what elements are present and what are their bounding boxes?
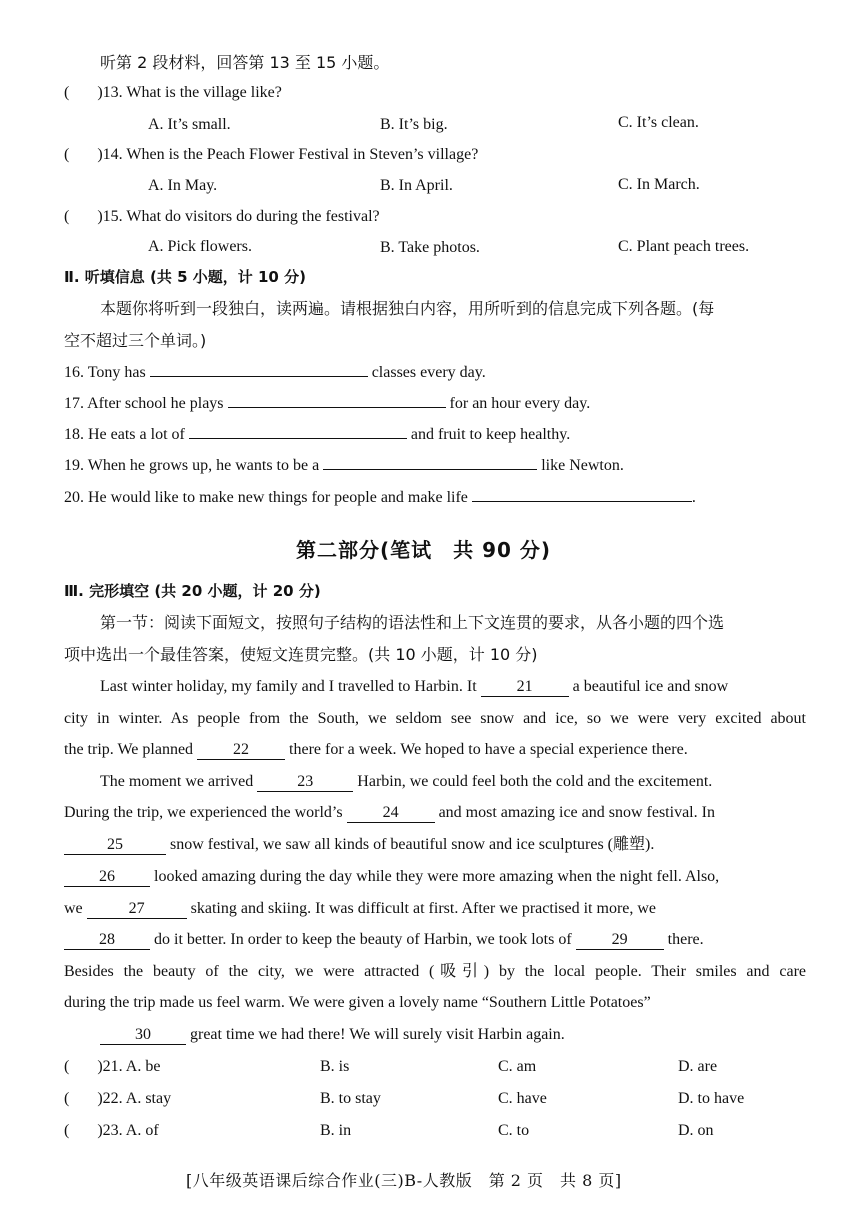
section-instructions-cont: 项中选出一个最佳答案，使短文连贯完整。(共 10 小题，计 10 分) <box>64 645 538 664</box>
cloze-blank-22[interactable]: 22 <box>197 741 285 760</box>
passage-line <box>64 898 656 920</box>
option-c[interactable]: C. to <box>498 1122 530 1139</box>
question-stem: 13. What is the village like? <box>102 84 282 101</box>
option-a[interactable]: )23. A. of <box>97 1122 159 1139</box>
option-d[interactable]: D. to have <box>678 1090 745 1107</box>
option-b[interactable]: B. In April. <box>380 177 453 194</box>
answer-paren[interactable]: ( ) <box>64 146 103 163</box>
fill-blank[interactable] <box>150 376 368 377</box>
option-a[interactable]: A. Pick flowers. <box>148 238 252 255</box>
option-c[interactable]: C. In March. <box>618 176 700 193</box>
fill-blank[interactable] <box>189 438 407 439</box>
cloze-blank-24[interactable]: 24 <box>347 804 435 823</box>
answer-paren[interactable]: ( <box>64 1122 98 1139</box>
passage-line <box>64 866 719 888</box>
section-instructions-cont: 空不超过三个单词。) <box>64 331 207 350</box>
question-stem: 14. When is the Peach Flower Festival in Steven’s village? <box>102 146 479 163</box>
passage-text: and most amazing ice and snow festival. In <box>438 804 715 821</box>
passage-line <box>64 739 688 761</box>
cloze-blank-23[interactable]: 23 <box>257 773 353 792</box>
question-row <box>64 144 478 166</box>
passage-line: Besides the beauty of the city, we were attracted (吸引) by the local people. Their smiles and care <box>64 963 806 980</box>
passage-line <box>64 802 715 824</box>
passage-text: During the trip, we experienced the world’s <box>64 804 343 821</box>
cloze-blank-25[interactable]: 25 <box>64 836 166 855</box>
fill-blank[interactable] <box>228 407 446 408</box>
option-c[interactable]: C. It’s clean. <box>618 114 699 131</box>
fill-item <box>64 455 624 477</box>
answer-paren[interactable]: ( ) <box>64 84 103 101</box>
option-d[interactable]: D. are <box>678 1058 718 1075</box>
option-a[interactable]: )22. A. stay <box>97 1090 172 1107</box>
passage-text: looked amazing during the day while they were more amazing when the night fell. Also, <box>154 868 720 885</box>
passage-text: snow festival, we saw all kinds of beautiful snow and ice sculptures (雕塑). <box>170 836 655 853</box>
page-footer: [八年级英语课后综合作业(三)B-人教版 第 2 页 共 8 页] <box>186 1171 622 1190</box>
cloze-blank-29[interactable]: 29 <box>576 931 664 950</box>
cloze-blank-28[interactable]: 28 <box>64 931 150 950</box>
option-a[interactable]: A. In May. <box>148 177 218 194</box>
cloze-blank-21[interactable]: 21 <box>481 678 569 697</box>
passage-line: during the trip made us feel warm. We were given a lovely name “Southern Little Potatoes” <box>64 994 651 1011</box>
question-stem: 15. What do visitors do during the festival? <box>102 208 380 225</box>
fill-item-text: like Newton. <box>541 457 624 474</box>
choice-row <box>64 1088 171 1110</box>
passage-line: city in winter. As people from the South, we seldom see snow and ice, so we were very excited about <box>64 710 806 727</box>
passage-text: a beautiful ice and snow <box>572 678 729 695</box>
fill-item <box>64 393 590 415</box>
passage-text: The moment we arrived <box>100 773 254 790</box>
question-row <box>64 82 282 104</box>
fill-blank[interactable] <box>323 469 537 470</box>
fill-item-text: and fruit to keep healthy. <box>410 426 571 443</box>
passage-text: there. <box>667 931 704 948</box>
fill-item-text: classes every day. <box>371 364 486 381</box>
option-d[interactable]: D. on <box>678 1122 714 1139</box>
cloze-blank-27[interactable]: 27 <box>87 900 187 919</box>
choice-row <box>64 1056 160 1078</box>
option-b[interactable]: B. It’s big. <box>380 116 448 133</box>
passage-line <box>64 929 704 951</box>
option-c[interactable]: C. have <box>498 1090 547 1107</box>
passage-text: do it better. In order to keep the beauty of Harbin, we took lots of <box>154 931 572 948</box>
section-title: Ⅲ. 完形填空 (共 20 小题，计 20 分) <box>64 582 321 600</box>
passage-line <box>100 676 728 698</box>
fill-item-text: 16. Tony has <box>64 364 146 381</box>
passage-line <box>64 834 654 856</box>
passage-text: Harbin, we could feel both the cold and the excitement. <box>357 773 713 790</box>
option-a[interactable]: )21. A. be <box>97 1058 161 1075</box>
section-title: Ⅱ. 听填信息 (共 5 小题，计 10 分) <box>64 268 306 286</box>
option-b[interactable]: B. in <box>320 1122 352 1139</box>
part-title: 第二部分(笔试 共 90 分) <box>296 538 552 562</box>
section-instructions: 第一节：阅读下面短文，按照句子结构的语法性和上下文连贯的要求，从各小题的四个选 <box>100 613 725 632</box>
option-c[interactable]: C. am <box>498 1058 537 1075</box>
fill-item-text: 19. When he grows up, he wants to be a <box>64 457 320 474</box>
fill-item-text: 17. After school he plays <box>64 395 224 412</box>
answer-paren[interactable]: ( ) <box>64 208 103 225</box>
fill-item-text: for an hour every day. <box>449 395 591 412</box>
cloze-blank-30[interactable]: 30 <box>100 1026 186 1045</box>
answer-paren[interactable]: ( <box>64 1090 98 1107</box>
option-b[interactable]: B. is <box>320 1058 350 1075</box>
option-a[interactable]: A. It’s small. <box>148 116 231 133</box>
fill-item <box>64 362 486 384</box>
section-instructions: 本题你将听到一段独白，读两遍。请根据独白内容，用所听到的信息完成下列各题。(每 <box>100 299 715 318</box>
fill-item-text: 20. He would like to make new things for people and make life <box>64 489 468 506</box>
option-b[interactable]: B. to stay <box>320 1090 381 1107</box>
fill-item <box>64 487 696 509</box>
passage-text: the trip. We planned <box>64 741 194 758</box>
cloze-blank-26[interactable]: 26 <box>64 868 150 887</box>
option-b[interactable]: B. Take photos. <box>380 239 480 256</box>
passage-text: we <box>64 900 83 917</box>
passage-line <box>100 1024 565 1046</box>
passage-text: there for a week. We hoped to have a special experience there. <box>289 741 688 758</box>
fill-item-text: . <box>691 489 696 506</box>
fill-blank[interactable] <box>472 501 692 502</box>
choice-row <box>64 1120 159 1142</box>
answer-paren[interactable]: ( <box>64 1058 98 1075</box>
listening-intro: 听第 2 段材料，回答第 13 至 15 小题。 <box>100 53 390 72</box>
option-c[interactable]: C. Plant peach trees. <box>618 238 750 255</box>
passage-text: great time we had there! We will surely visit Harbin again. <box>190 1026 565 1043</box>
passage-line <box>100 771 712 793</box>
passage-text: Last winter holiday, my family and I travelled to Harbin. It <box>100 678 477 695</box>
fill-item-text: 18. He eats a lot of <box>64 426 185 443</box>
passage-text: skating and skiing. It was difficult at first. After we practised it more, we <box>190 900 657 917</box>
fill-item <box>64 424 570 446</box>
question-row <box>64 206 380 228</box>
